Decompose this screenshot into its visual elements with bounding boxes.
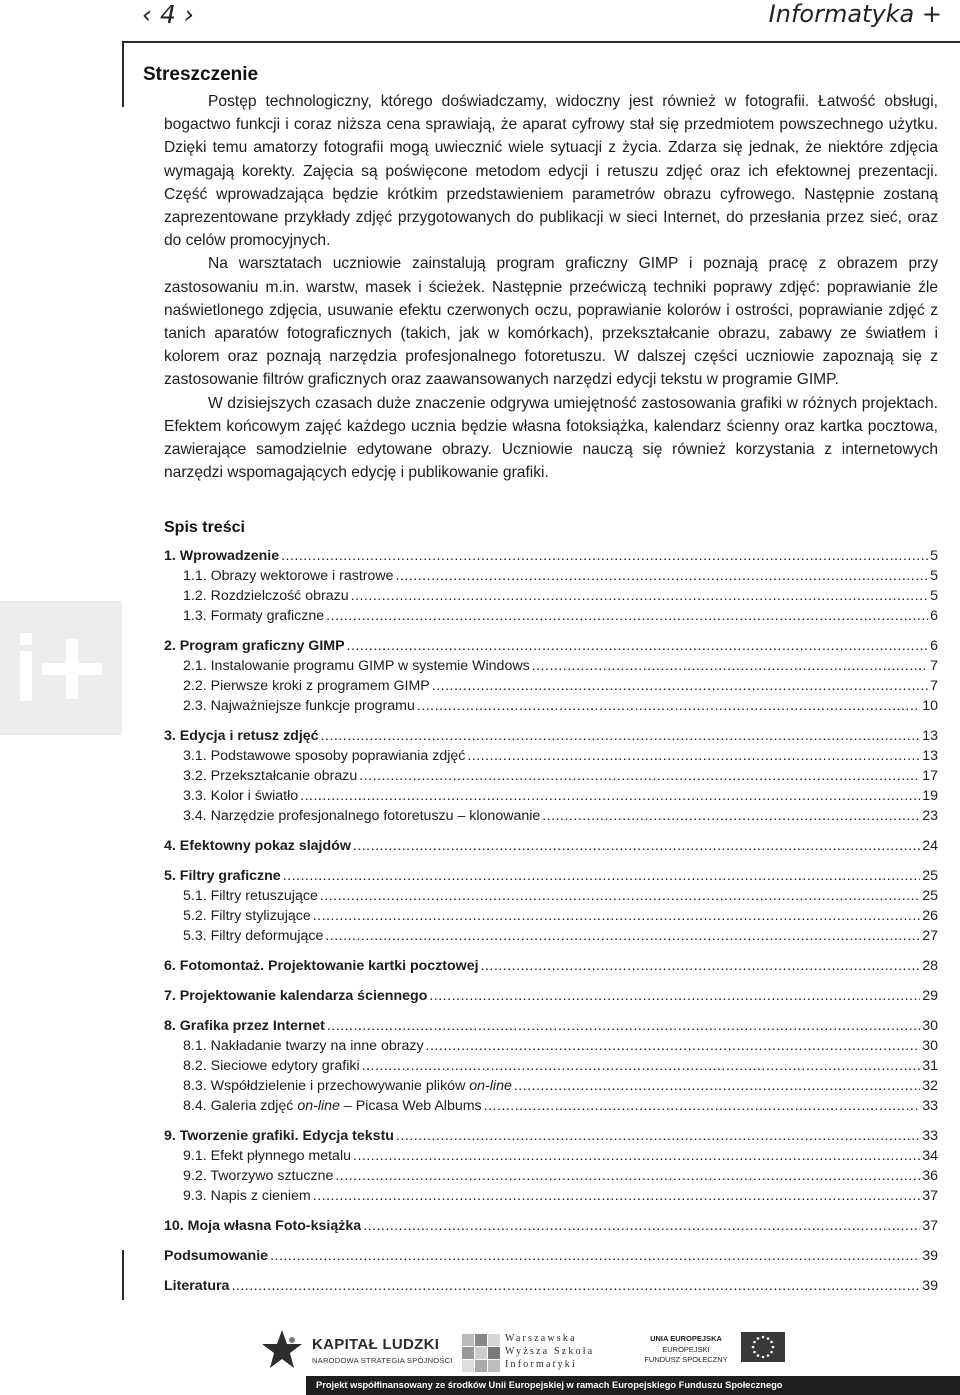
toc-leader-dots [429, 986, 920, 1006]
table-of-contents [164, 546, 938, 1296]
frame-divider [122, 41, 124, 107]
summary-paragraph: Na warsztatach uczniowie zainstalują program graficzny GIMP i poznają pracę z obrazem przy zastosowaniu m.in. warstw, masek i ścieżek. Następnie przećwiczą techniki poprawy zdjęć: poprawianie źle naświetlonego zdjęcia, usuwanie efektu czerwonych oczu, poprawianie kolorów i ostrości, poprawianie zdjęć z tanich aparatów fotograficznych (takich, jak w komórkach), przekształcanie obrazu, zabawy ze światłem i kolorem oraz poznają narzędzia profesjonalnego fotoretuszu. W dalszej części uczniowie zapoznają się z zastosowanie filtrów graficznych oraz zaawansowanych narzędzi edycji tekstu w programie GIMP. [164, 255, 938, 389]
toc-entry-label: 9.1. Efekt płynnego metalu [183, 1148, 351, 1164]
toc-entry [164, 606, 938, 626]
toc-leader-dots [362, 1056, 921, 1076]
toc-entry-label: 1.3. Formaty graficzne [183, 608, 325, 624]
page-header [0, 0, 960, 40]
toc-page-number: 23 [922, 808, 938, 824]
i-plus-logo-icon [18, 631, 104, 703]
toc-entry-label: 8.1. Nakładanie twarzy na inne obrazy [183, 1038, 424, 1054]
toc-leader-dots [353, 1146, 920, 1166]
toc-entry-label: 5.3. Filtry deformujące [183, 928, 324, 944]
toc-entry [164, 1216, 938, 1236]
toc-leader-dots [321, 726, 921, 746]
toc-page-number: 39 [922, 1278, 938, 1294]
toc-entry-label: 2.1. Instalowanie programu GIMP w systemie Windows [183, 658, 530, 674]
toc-leader-dots [300, 786, 920, 806]
toc-entry-label: 9.2. Tworzywo sztuczne [183, 1168, 334, 1184]
toc-title: Spis treści [164, 519, 245, 536]
summary-paragraph: Postęp technologiczny, którego doświadczamy, widoczny jest również w fotografii. Łatwość obsługi, bogactwo funkcji i coraz niższa cena sprawiają, że aparat cyfrowy stał się przedmiotem powszechnego użytku. Dzięki temu amatorzy fotografii mogą uwiecznić wiele sytuacji z życia. Zdarza się jednak, że niektóre zdjęcia wymagają korekty. Zajęcia są poświęcone metodom edycji i retuszu zdjęć oraz ich efektownej prezentacji. Część wprowadzająca będzie krótkim przedstawieniem parametrów obrazu cyfrowego. Następnie zostaną zaprezentowane przykłady zdjęć przygotowanych do publikacji w sieci Internet, do przesłania przez sieć, oraz do celów promocyjnych. [164, 93, 938, 250]
toc-page-number: 39 [922, 1248, 938, 1264]
toc-leader-dots [484, 1096, 921, 1116]
toc-leader-dots [347, 636, 929, 656]
toc-entry [164, 986, 938, 1006]
wsz-name-line: Informatyki [505, 1359, 577, 1370]
toc-leader-dots [396, 566, 929, 586]
toc-leader-dots [281, 546, 928, 566]
toc-entry-label: Literatura [164, 1278, 230, 1294]
brand-title: Informatyka + [768, 0, 942, 28]
toc-page-number: 28 [922, 958, 938, 974]
toc-entry [164, 746, 938, 766]
toc-leader-dots [231, 1276, 920, 1296]
toc-entry-label: 6. Fotomontaż. Projektowanie kartki pocztowej [164, 958, 479, 974]
toc-entry [164, 636, 938, 656]
toc-leader-dots [351, 586, 929, 606]
toc-leader-dots [467, 746, 920, 766]
toc-page-number: 24 [922, 838, 938, 854]
toc-page-number: 31 [922, 1058, 938, 1074]
toc-leader-dots [313, 906, 920, 926]
toc-entry-label: 7. Projektowanie kalendarza ściennego [164, 988, 428, 1004]
toc-entry-label: 5.1. Filtry retuszujące [183, 888, 318, 904]
frame-divider [122, 1250, 124, 1300]
toc-page-number: 5 [930, 568, 938, 584]
toc-page-number: 36 [922, 1168, 938, 1184]
toc-entry [164, 1146, 938, 1166]
toc-entry-label: 5. Filtry graficzne [164, 868, 281, 884]
toc-page-number: 13 [922, 728, 938, 744]
toc-entry-label: 1.1. Obrazy wektorowe i rastrowe [183, 568, 394, 584]
toc-entry [164, 1036, 938, 1056]
toc-entry [164, 1096, 938, 1116]
toc-entry-label: 1.2. Rozdzielczość obrazu [183, 588, 349, 604]
toc-leader-dots [481, 956, 921, 976]
toc-page-number: 25 [922, 868, 938, 884]
toc-entry [164, 836, 938, 856]
toc-leader-dots [432, 676, 928, 696]
side-logo-panel [0, 601, 122, 735]
toc-entry-label: 3.4. Narzędzie profesjonalnego fotoretuszu – klonowanie [183, 808, 541, 824]
toc-entry-label: 1. Wprowadzenie [164, 548, 280, 564]
ue-name-line: UNIA EUROPEJSKA [650, 1334, 722, 1343]
toc-entry-label: 4. Efektowny pokaz slajdów [164, 838, 351, 854]
toc-entry-label: 9. Tworzenie grafiki. Edycja tekstu [164, 1128, 394, 1144]
toc-entry-label: 8.4. Galeria zdjęć on-line – Picasa Web Albums [183, 1098, 482, 1114]
toc-entry-label: 9.3. Napis z cieniem [183, 1188, 311, 1204]
toc-entry [164, 956, 938, 976]
toc-page-number: 19 [922, 788, 938, 804]
kapital-ludzki-title: KAPITAŁ LUDZKI [312, 1336, 440, 1353]
toc-entry [164, 566, 938, 586]
toc-entry [164, 1186, 938, 1206]
toc-leader-dots [514, 1076, 920, 1096]
toc-page-number: 7 [930, 658, 938, 674]
toc-entry [164, 696, 938, 716]
toc-entry [164, 1246, 938, 1266]
summary-paragraph: W dzisiejszych czasach duże znaczenie odgrywa umiejętność zastosowania grafiki w różnych projektach. Efektem końcowym zajęć każdego ucznia będzie własna fotoksiążka, kalendarz ścienny oraz kartka pocztowa, zawierające samodzielnie edytowane obrazy. Uczniowie nauczą się również korzystania z internetowych narzędzi wspomagających edycję i publikowanie grafiki. [164, 394, 938, 482]
toc-leader-dots [359, 766, 920, 786]
toc-leader-dots [532, 656, 928, 676]
toc-entry [164, 1126, 938, 1146]
toc-page-number: 25 [922, 888, 938, 904]
toc-page-number: 5 [930, 588, 938, 604]
toc-leader-dots [417, 696, 920, 716]
toc-leader-dots [426, 1036, 921, 1056]
toc-page-number: 5 [930, 548, 938, 564]
toc-entry-label: 3.2. Przekształcanie obrazu [183, 768, 358, 784]
toc-entry-label: 3.1. Podstawowe sposoby poprawiania zdjęć [183, 748, 466, 764]
toc-page-number: 30 [922, 1018, 938, 1034]
wsz-name-line: Warszawska [505, 1333, 577, 1344]
toc-entry [164, 726, 938, 746]
toc-leader-dots [320, 886, 920, 906]
toc-entry-label: Podsumowanie [164, 1248, 269, 1264]
ue-name-line: FUNDUSZ SPOŁECZNY [644, 1355, 728, 1364]
toc-leader-dots [363, 1216, 920, 1236]
toc-entry [164, 546, 938, 566]
toc-entry [164, 926, 938, 946]
toc-entry [164, 766, 938, 786]
kapital-ludzki-star-icon [258, 1328, 306, 1372]
toc-leader-dots [335, 1166, 920, 1186]
toc-page-number: 33 [922, 1098, 938, 1114]
toc-entry [164, 906, 938, 926]
toc-page-number: 7 [930, 678, 938, 694]
toc-entry [164, 1056, 938, 1076]
toc-leader-dots [326, 606, 928, 626]
wsz-logo-icon [462, 1334, 500, 1372]
toc-entry-label: 2. Program graficzny GIMP [164, 638, 345, 654]
toc-leader-dots [542, 806, 920, 826]
toc-page-number: 30 [922, 1038, 938, 1054]
toc-leader-dots [327, 1016, 920, 1036]
toc-page-number: 6 [930, 608, 938, 624]
toc-entry [164, 1166, 938, 1186]
toc-entry [164, 586, 938, 606]
toc-page-number: 10 [922, 698, 938, 714]
toc-page-number: 32 [922, 1078, 938, 1094]
toc-page-number: 26 [922, 908, 938, 924]
toc-entry-label: 8.3. Współdzielenie i przechowywanie plików on-line [183, 1078, 512, 1094]
toc-entry [164, 1016, 938, 1036]
page-number: ‹ 4 › [142, 0, 194, 29]
wsz-name-line: Wyższa Szkoła [505, 1346, 595, 1357]
toc-leader-dots [396, 1126, 920, 1146]
toc-entry [164, 806, 938, 826]
toc-leader-dots [313, 1186, 920, 1206]
toc-entry-label: 8. Grafika przez Internet [164, 1018, 325, 1034]
toc-entry [164, 1076, 938, 1096]
toc-entry [164, 676, 938, 696]
toc-entry-label: 2.2. Pierwsze kroki z programem GIMP [183, 678, 430, 694]
eu-flag-icon [741, 1332, 785, 1362]
toc-page-number: 17 [922, 768, 938, 784]
toc-page-number: 6 [930, 638, 938, 654]
toc-page-number: 37 [922, 1218, 938, 1234]
toc-entry [164, 1276, 938, 1296]
summary-text [164, 90, 938, 484]
kapital-ludzki-subtitle: NARODOWA STRATEGIA SPÓJNOŚCI [312, 1356, 453, 1365]
summary-title: Streszczenie [143, 64, 259, 85]
toc-entry [164, 886, 938, 906]
toc-entry-label: 8.2. Sieciowe edytory grafiki [183, 1058, 360, 1074]
toc-entry-label: 2.3. Najważniejsze funkcje programu [183, 698, 415, 714]
toc-leader-dots [353, 836, 920, 856]
toc-entry [164, 786, 938, 806]
toc-entry-label: 3. Edycja i retusz zdjęć [164, 728, 319, 744]
toc-page-number: 13 [922, 748, 938, 764]
toc-entry-label: 10. Moja własna Foto-książka [164, 1218, 362, 1234]
funding-note: Projekt współfinansowany ze środków Unii Europejskiej w ramach Europejskiego Funduszu Społecznego [306, 1376, 960, 1395]
toc-leader-dots [283, 866, 921, 886]
toc-page-number: 27 [922, 928, 938, 944]
toc-page-number: 37 [922, 1188, 938, 1204]
toc-leader-dots [325, 926, 920, 946]
toc-leader-dots [270, 1246, 920, 1266]
toc-page-number: 34 [922, 1148, 938, 1164]
toc-entry [164, 656, 938, 676]
toc-entry-label: 5.2. Filtry stylizujące [183, 908, 311, 924]
toc-entry [164, 866, 938, 886]
frame-divider [122, 41, 960, 43]
toc-page-number: 29 [922, 988, 938, 1004]
toc-page-number: 33 [922, 1128, 938, 1144]
toc-entry-label: 3.3. Kolor i światło [183, 788, 299, 804]
ue-name-line: EUROPEJSKI [662, 1345, 710, 1354]
